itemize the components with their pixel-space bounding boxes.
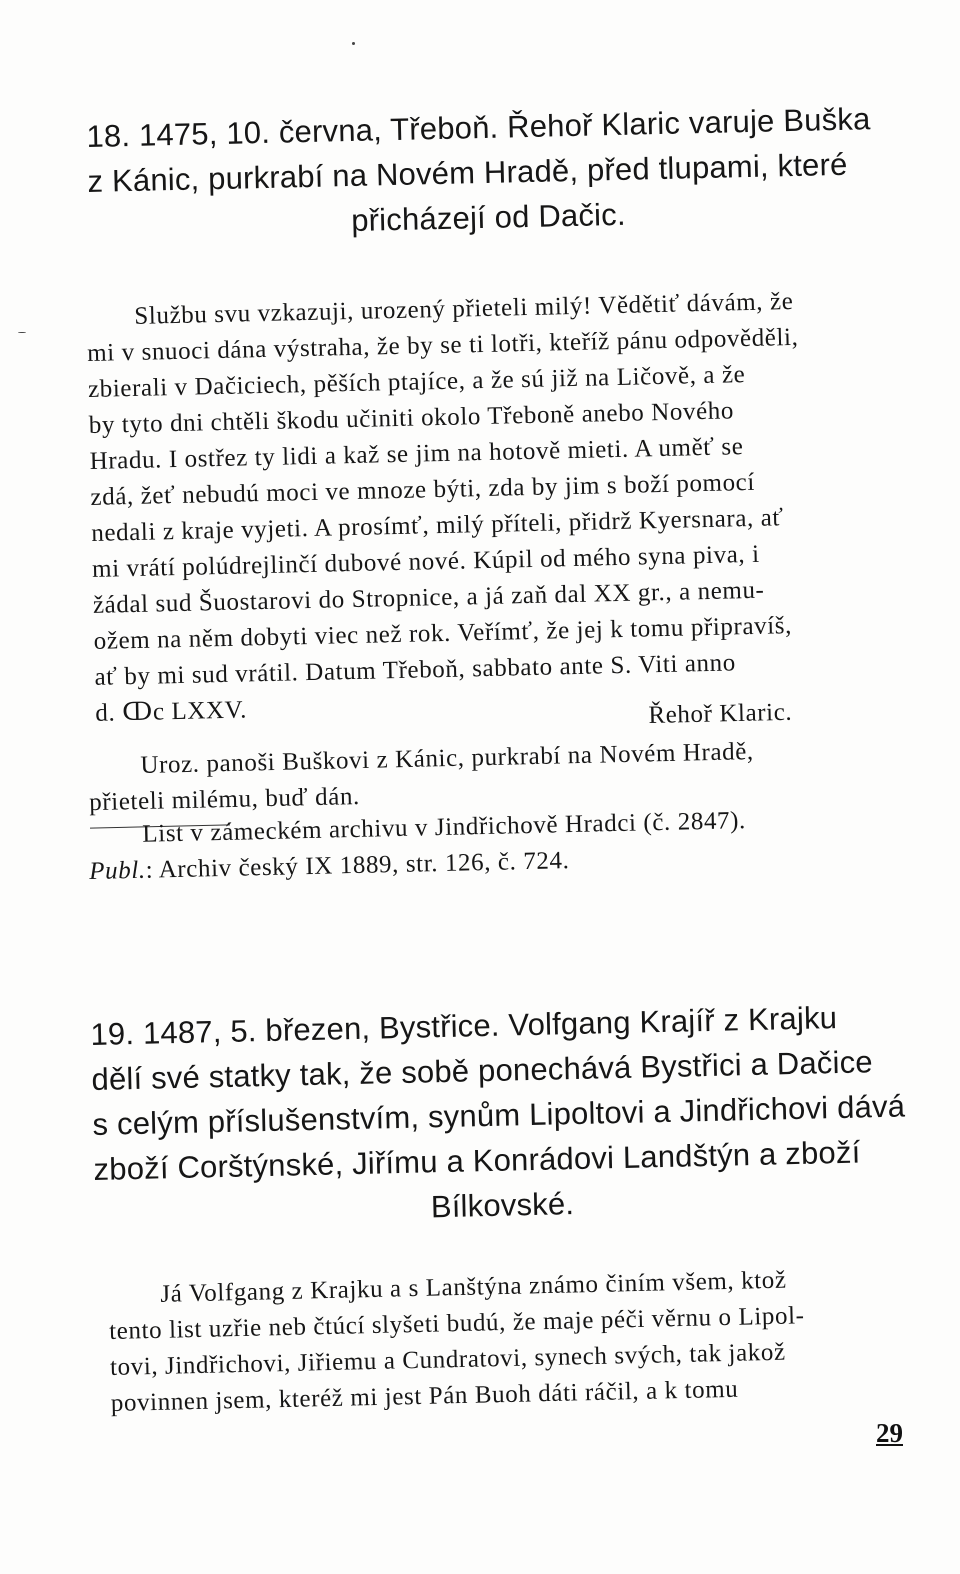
heading-line: s celým příslušenstvím, synům Lipoltovi a Jindřichovi dává: [92, 1088, 906, 1142]
heading-line: z Kánic, purkrabí na Novém Hradě, před tlupami, které: [87, 146, 848, 199]
signature: Řehoř Klaric.: [648, 698, 793, 729]
letter-line: Službu svu vzkazuji, urozený přieteli milý! Vědětiť dávám, že: [134, 287, 794, 330]
letter-line: zdá, žeť nebudú moci ve mnoze býti, zda by jim s boží pomocí: [90, 468, 756, 511]
text-line: povinnen jsem, kteréž mi jest Pán Buoh dáti ráčil, a k tomu: [110, 1375, 739, 1417]
text-line: tento list uzřie neb čtúcí slyšeti budú, že maje péči věrnu o Lipol-: [108, 1302, 805, 1345]
publication-label: Publ.: [88, 856, 146, 885]
archive-note: [88, 803, 747, 890]
letter-line: mi v snuoci dána výstraha, že by se ti lotři, kteříž pánu odpověděli,: [86, 323, 799, 367]
letter-line: zbierali v Dačiciech, pěších ptajíce, a že sú již na Ličově, a že: [87, 361, 746, 403]
document-19-heading: [90, 993, 911, 1236]
print-speck: [18, 332, 26, 333]
letter-line: ožem na něm dobyti viec než rok. Veřímť, že jej k tomu připravíš,: [93, 612, 793, 655]
heading-line: zboží Corštýnské, Jiřímu a Konrádovi Landštýn a zboží: [93, 1134, 861, 1187]
archive-note-line: List v zámeckém archivu v Jindřichově Hradci (č. 2847).: [142, 807, 747, 848]
letter-line: žádal sud Šuostarovi do Stropnice, a já zaň dal XX gr., a nemu-: [92, 576, 765, 619]
text-line: Já Volfgang z Krajku a s Lanštýna známo činím všem, ktož: [160, 1266, 787, 1308]
document-19-text: [108, 1262, 807, 1422]
letter-line: Hradu. I ostřez ty lidi a kaž se jim na hotově mieti. A uměť se: [89, 433, 744, 475]
letter-line: ať by mi sud vrátil. Datum Třeboň, sabbato ante S. Viti anno: [94, 649, 737, 691]
heading-line: 19. 1487, 5. březen, Bystřice. Volfgang Krajíř z Krajku: [90, 1000, 838, 1052]
address-line: Uroz. panoši Buškovi z Kánic, purkrabí na Novém Hradě,: [140, 738, 755, 779]
heading-line: 18. 1475, 10. června, Třeboň. Řehoř Klaric varuje Buška: [86, 101, 871, 154]
address-line: přieteli milému, buď dán.: [88, 783, 361, 817]
letter-line: d. ↀc LXXV.: [95, 696, 248, 727]
document-18-heading: [86, 96, 889, 249]
heading-line: Bílkovské.: [430, 1186, 575, 1225]
print-speck: [352, 42, 355, 45]
page-number: 29: [876, 1418, 903, 1448]
letter-line: nedali z kraje vyjeti. A prosímť, milý příteli, přidrž Kyersnara, ať: [90, 504, 784, 547]
text-line: tovi, Jindřichovi, Jiřiemu a Cundratovi, synech svých, tak jakož: [109, 1338, 786, 1381]
letter-line: mi vrátí polúdrejlinčí dubové nové. Kúpil od mého syna piva, i: [91, 540, 760, 583]
heading-line: přicházejí od Dačic.: [350, 196, 627, 239]
heading-line: dělí své statky tak, že sobě ponechává Bystřici a Dačice: [91, 1044, 874, 1097]
letter-line: by tyto dni chtěli škodu učiniti okolo Třeboně anebo Nového: [88, 397, 735, 439]
document-18-letter: [86, 284, 807, 732]
publication-text: : Archiv český IX 1889, str. 126, č. 724.: [145, 847, 570, 884]
